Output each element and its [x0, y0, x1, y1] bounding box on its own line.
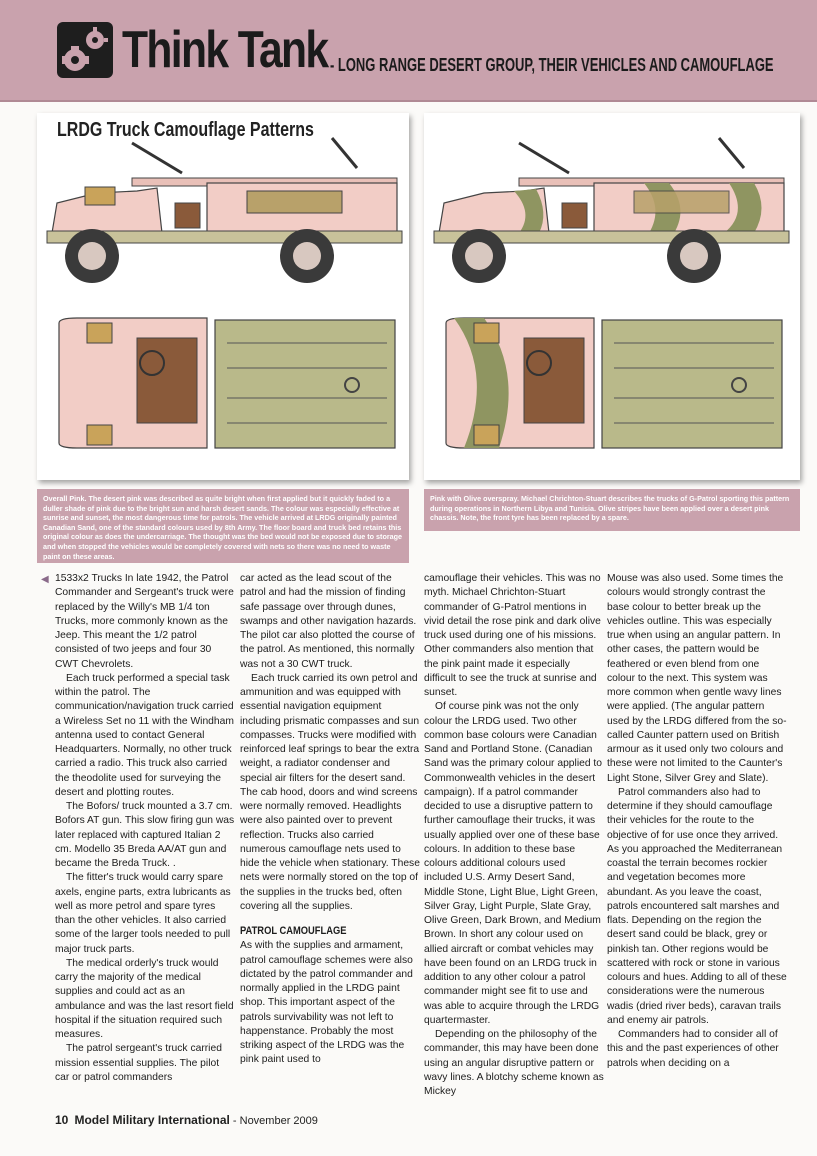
- gears-logo-icon: [57, 22, 113, 78]
- illustration-overall-pink: [37, 113, 409, 480]
- figure-title: LRDG Truck Camouflage Patterns: [57, 119, 314, 141]
- paragraph: As with the supplies and armament, patrol camouflage schemes were also dictated by the patrol commander and normally applied in the LRDG paint shop. This important aspect of the patrols survivability was not left to happenstance. Probably the most striking aspect of the LRDG was the pink paint used to: [240, 940, 413, 1066]
- paragraph: 1533x2 Trucks In late 1942, the Patrol Commander and Sergeant's truck were replaced by the Willy's MB 1/4 ton Trucks, more commonly known as the Jeep. This meant the 1/2 patrol consisted of two jeeps and four 30 CWT Chevrolets.: [55, 573, 234, 670]
- page-title: Think Tank: [122, 21, 328, 79]
- page-number: 10: [55, 1113, 69, 1127]
- page-header: [0, 0, 817, 102]
- article-column-2: [240, 572, 420, 1068]
- article-column-1: [41, 572, 235, 1085]
- caption-pink-olive: Pink with Olive overspray. Michael Chrichton-Stuart describes the trucks of G-Patrol sporting this pattern during operations in Northern Libya and Tunisia. Olive stripes have been applied over a desert pink chassis. Note, the front tyre has been replaced by a spare.: [424, 489, 800, 531]
- triangle-left-icon: ◀: [41, 574, 49, 585]
- section-heading: PATROL CAMOUFLAGE: [240, 925, 347, 937]
- truck-side-view-camo: [434, 138, 789, 283]
- paragraph: camouflage their vehicles. This was no myth. Michael Chrichton-Stuart commander of G-Patrol mentions in vivid detail the rose pink and dark olive truck used during one of his missions. Other commanders also mention that the pink paint made it especially difficult to see the truck at sunrise and sunset.: [424, 573, 601, 698]
- paragraph: The medical orderly's truck would carry the majority of the medical supplies and could act as an ambulance and was the last resort field hospital if the situation required such measures.: [55, 957, 234, 1040]
- paragraph: car acted as the lead scout of the patrol and had the mission of finding safe passage over through dunes, swamps and other navigation hazards. The pilot car also plotted the course of the patrol. As mentioned, this normally was not a 30 CWT truck.: [240, 573, 417, 670]
- paragraph: Each truck carried its own petrol and ammunition and was equipped with essential navigation equipment including prismatic compasses and sun compasses. Trucks were modified with reinforced leaf springs to bear the extra weight, a radiator condenser and special air filters for the desert sand. The cab hood, doors and wind screens were normally removed. Headlights were also painted over to prevent reflection. Trucks also carried numerous camouflage nets used to hide the vehicle when stationary. These nets were normally stored on the top of the supplies in the trucks bed, often covering all the supplies.: [240, 672, 420, 912]
- truck-side-view: [47, 138, 402, 283]
- truck-top-view: [59, 318, 395, 448]
- paragraph: Mouse was also used. Some times the colours would strongly contrast the base colour to better break up the vehicles outline. This was especially true when using an angular pattern. In other cases, the pattern would be feathered or even blend from one colour to the next. This system was more common when gentle wavy lines were applied. (The angular pattern used by the LRDG differed from the so-called Caunter pattern used on British armour as it used only two colours and these were not limited to the Caunter's Light Stone, Silver Grey and Slate).: [607, 573, 787, 784]
- paragraph: Commanders had to consider all of this and the past experiences of other patrols when deciding on a: [607, 1029, 779, 1069]
- paragraph: The patrol sergeant's truck carried mission essential supplies. The pilot car or patrol commanders: [55, 1043, 222, 1083]
- paragraph: The fitter's truck would carry spare axels, engine parts, extra lubricants as well as more petrol and spare tyres than the other vehicles. It also carried some of the larger tools needed to pull major truck parts.: [55, 872, 231, 955]
- paragraph: The Bofors/ truck mounted a 3.7 cm. Bofors AT gun. This slow firing gun was later replaced with captured Italian 2 cm. Modello 35 Breda AA/AT gun and became the Breda Truck. .: [55, 801, 235, 869]
- paragraph: Depending on the philosophy of the commander, this may have been done using an angular disruptive pattern or wavy lines. A blotchy scheme known as Mickey: [424, 1029, 604, 1097]
- page-footer: [55, 1113, 318, 1127]
- article-column-4: [607, 572, 787, 1071]
- truck-top-view-camo: [446, 318, 782, 448]
- caption-overall-pink: Overall Pink. The desert pink was described as quite bright when first applied but it quickly faded to a duller shade of pink due to the bright sun and harsh desert sands. The colour was especially effective at sunrise and sunset, the most dangerous time for patrols. The vehicle arrived at LRDG originally painted Canadian Sand, one of the standard colours used by 8th Army. The floor board and truck bed retains this original colour as does the undercarriage. The thought was the bed would not be exposed due to storage and when stopped the vehicles would be completely covered with nets so there was no need to waste paint on these areas.: [37, 489, 409, 563]
- paragraph: Each truck performed a special task within the patrol. The communication/navigation truck carried a Wireless Set no 11 with the Windham antenna used to contact General Headquarters. Normally, no other truck carried a radio. This truck also carried the theodolite used for surveying the desert and plotting routes.: [55, 672, 234, 798]
- issue-date: - November 2009: [232, 1115, 318, 1127]
- paragraph: Of course pink was not the only colour the LRDG used. Two other common base colours were Canadian Sand and Portland Stone. (Canadian Sand was the primary colour applied to Commonwealth vehicles in the desert campaign). If a patrol commander decided to use a disruptive pattern to further camouflage their trucks, it was usually applied over one of these base colours. In addition to these base colours additional colours used included U.S. Army Desert Sand, Middle Stone, Light Blue, Light Green, Silver Gray, Light Purple, Slate Gray, Olive Green, Dark Brown, and Medium Brown. In short any colour used on allied aircraft or combat vehicles may have been found on an LRDG truck in addition to any other colour a patrol commander might see fit to use and was able to acquire through the LRDG quartermaster.: [424, 701, 603, 1026]
- article-column-3: [424, 572, 604, 1099]
- illustration-pink-olive: [424, 113, 800, 480]
- magazine-name: Model Military International: [74, 1113, 230, 1127]
- paragraph: Patrol commanders also had to determine if they should camouflage their vehicles for the route to the objective of for use once they arrived. As you approached the Mediterranean coastal the terrain becomes rockier and vegetation becomes more abundant. As you leave the coast, patrols encountered salt marshes and flats. Depending on the region the desert sand could be black, grey or pinkish tan. Other regions would be scattered with rock or stone in various colours and hues. Adding to all of these considerations were the numerous wadis (dried river beds), caravan trails and enemy air patrols.: [607, 786, 787, 1026]
- page-subtitle: - LONG RANGE DESERT GROUP, THEIR VEHICLES AND CAMOUFLAGE: [330, 55, 774, 75]
